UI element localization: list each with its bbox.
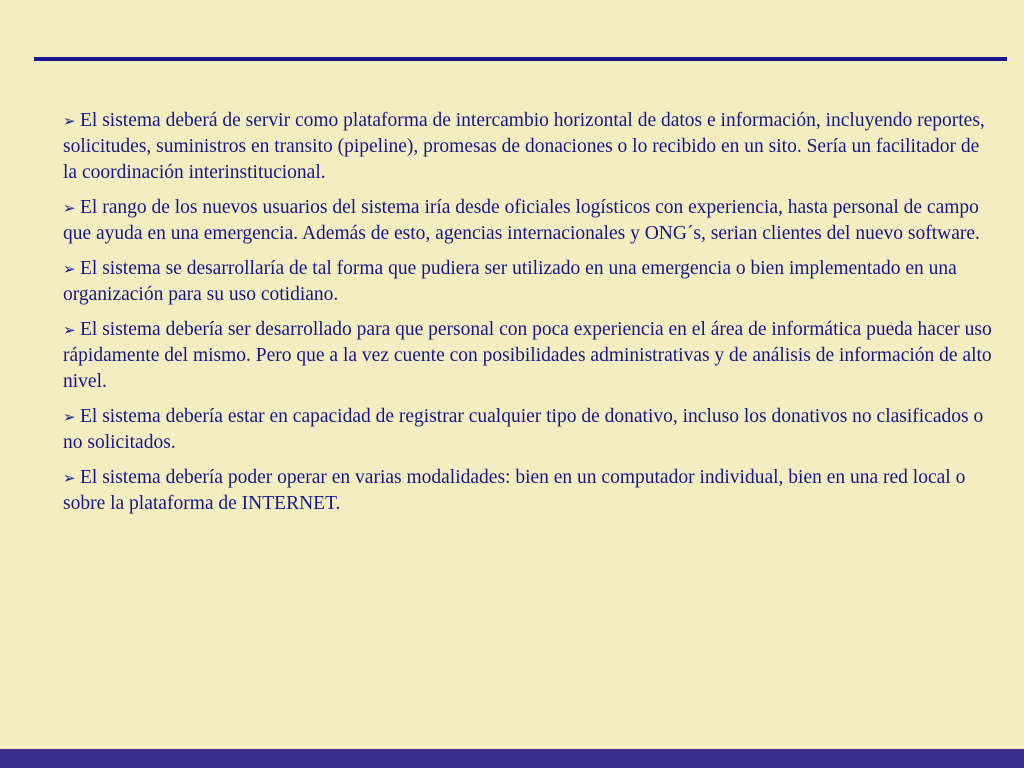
- bullet-item-1: [63, 108, 993, 186]
- bullet-text-6: El sistema debería poder operar en varias modalidades: bien en un computador individual, bien en una red local o sobre la plataforma de INTERNET.: [63, 467, 966, 514]
- bullet-item-3: [63, 256, 993, 308]
- arrow-bullet-icon: ➢: [63, 469, 76, 487]
- footer-bar: [0, 749, 1024, 768]
- bullet-text-3: El sistema se desarrollaría de tal forma que pudiera ser utilizado en una emergencia o bien implementado en una organización para su uso cotidiano.: [63, 258, 957, 305]
- arrow-bullet-icon: ➢: [63, 408, 76, 426]
- arrow-bullet-icon: ➢: [63, 321, 76, 339]
- bullet-text-2: El rango de los nuevos usuarios del sistema iría desde oficiales logísticos con experiencia, hasta personal de campo que ayuda en una emergencia. Además de esto, agencias internacionales y ONG´s, serian clientes del nuevo software.: [63, 197, 980, 244]
- arrow-bullet-icon: ➢: [63, 112, 76, 130]
- bullet-item-2: [63, 195, 993, 247]
- arrow-bullet-icon: ➢: [63, 260, 76, 278]
- bullet-item-6: [63, 465, 993, 517]
- bullet-list: [63, 108, 993, 526]
- bullet-item-5: [63, 404, 993, 456]
- bullet-item-4: [63, 317, 993, 395]
- top-divider: [34, 57, 1007, 61]
- bullet-text-5: El sistema debería estar en capacidad de registrar cualquier tipo de donativo, incluso los donativos no clasificados o no solicitados.: [63, 406, 984, 453]
- bullet-text-4: El sistema debería ser desarrollado para que personal con poca experiencia en el área de informática pueda hacer uso rápidamente del mismo. Pero que a la vez cuente con posibilidades administrativas y de análisis de información de alto nivel.: [63, 319, 992, 392]
- arrow-bullet-icon: ➢: [63, 199, 76, 217]
- bullet-text-1: El sistema deberá de servir como plataforma de intercambio horizontal de datos e información, incluyendo reportes, solicitudes, suministros en transito (pipeline), promesas de donaciones o lo recibido en un sito. Sería un facilitador de la coordinación interinstitucional.: [63, 110, 985, 183]
